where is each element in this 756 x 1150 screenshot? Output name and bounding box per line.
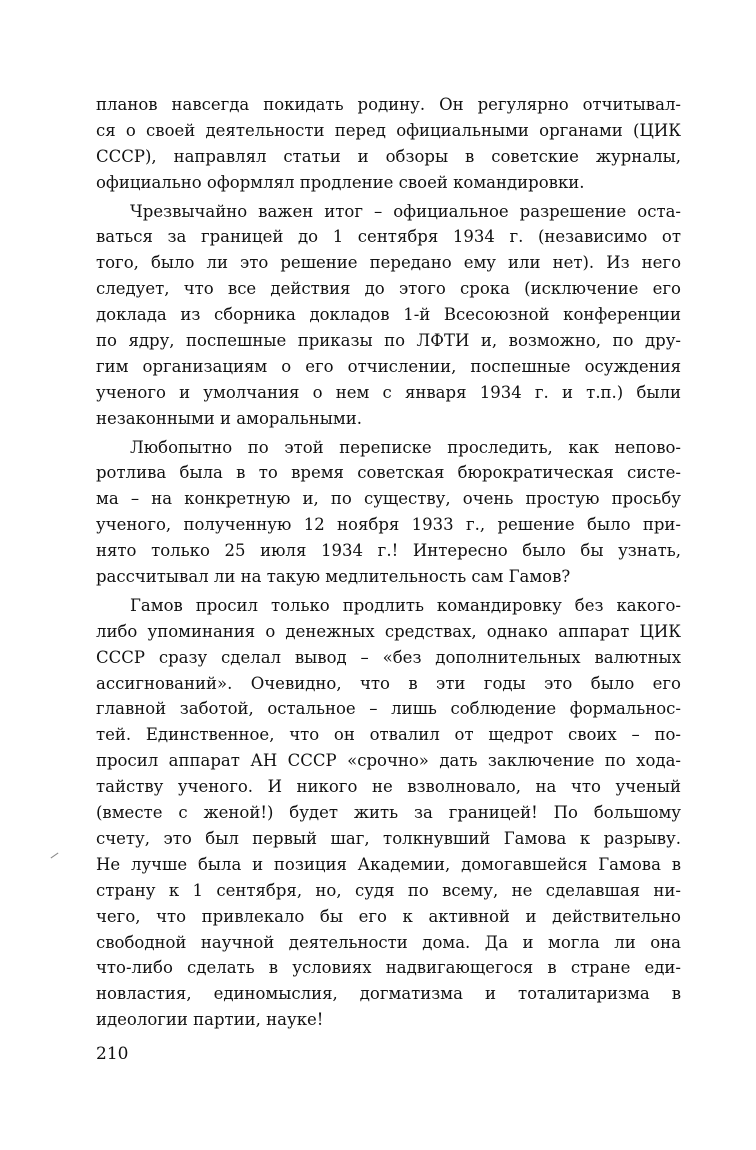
text-line: просил аппарат АН СССР «срочно» дать заключение по хода- — [96, 751, 681, 771]
page-number: 210 — [96, 1044, 129, 1064]
text-line: чего, что привлекало бы его к активной и действительно — [96, 906, 681, 926]
text-line: доклада из сборника докладов 1-й Всесоюзной конференции — [96, 305, 681, 325]
text-line: Любопытно по этой переписке проследить, как непово- — [130, 437, 681, 457]
text-line: свободной научной деятельности дома. Да и могла ли она — [96, 932, 681, 952]
text-line: ученого, полученную 12 ноября 1933 г., решение было при- — [96, 515, 681, 535]
text-line: Гамов просил только продлить командировку без какого- — [130, 595, 681, 615]
text-line: ротлива была в то время советская бюрократическая систе- — [96, 463, 681, 483]
text-line: гим организациям о его отчислении, поспешные осуждения — [96, 356, 681, 376]
text-line: ученого и умолчания о нем с января 1934 г. и т.п.) были — [96, 382, 681, 402]
paragraph — [96, 435, 681, 590]
text-line: главной заботой, остальное – лишь соблюдение формальнос- — [96, 699, 681, 719]
text-line: страну к 1 сентября, но, судя по всему, не сделавшая ни- — [96, 880, 681, 900]
text-line: ассигнований». Очевидно, что в эти годы это было его — [96, 673, 681, 693]
paragraph — [96, 199, 681, 432]
text-line: того, было ли это решение передано ему или нет). Из него — [96, 253, 681, 273]
text-line: СССР), направлял статьи и обзоры в советские журналы, — [96, 146, 681, 166]
paragraph — [96, 593, 681, 1033]
text-line: рассчитывал ли на такую медлительность сам Гамов? — [96, 567, 571, 587]
text-line: что-либо сделать в условиях надвигающегося в стране еди- — [96, 958, 681, 978]
paragraph — [96, 92, 681, 196]
page-body — [96, 92, 681, 1036]
text-line: Чрезвычайно важен итог – официальное разрешение оста- — [130, 201, 681, 221]
text-line: (вместе с женой!) будет жить за границей! По большому — [96, 803, 681, 823]
text-line: Не лучше была и позиция Академии, домогавшейся Гамова в — [96, 854, 681, 874]
text-line: новластия, единомыслия, догматизма и тоталитаризма в — [96, 984, 681, 1004]
text-line: счету, это был первый шаг, толкнувший Гамова к разрыву. — [96, 828, 681, 848]
text-line: следует, что все действия до этого срока (исключение его — [96, 279, 681, 299]
text-line: тайству ученого. И никого не взволновало, на что ученый — [96, 777, 681, 797]
margin-mark — [51, 853, 59, 859]
text-line: тей. Единственное, что он отвалил от щедрот своих – по- — [96, 725, 681, 745]
text-line: ся о своей деятельности перед официальными органами (ЦИК — [96, 120, 681, 140]
text-line: идеологии партии, науке! — [96, 1010, 324, 1030]
text-line: ма – на конкретную и, по существу, очень простую просьбу — [96, 489, 681, 509]
text-line: ваться за границей до 1 сентября 1934 г. (независимо от — [96, 227, 681, 247]
text-line: по ядру, поспешные приказы по ЛФТИ и, возможно, по дру- — [96, 331, 681, 351]
text-line: планов навсегда покидать родину. Он регулярно отчитывал- — [96, 95, 681, 114]
text-line: незаконными и аморальными. — [96, 408, 362, 428]
text-line: либо упоминания о денежных средствах, однако аппарат ЦИК — [96, 621, 681, 641]
text-line: официально оформлял продление своей командировки. — [96, 172, 585, 192]
text-line: нято только 25 июля 1934 г.! Интересно было бы узнать, — [96, 541, 681, 561]
text-line: СССР сразу сделал вывод – «без дополнительных валютных — [96, 647, 681, 667]
